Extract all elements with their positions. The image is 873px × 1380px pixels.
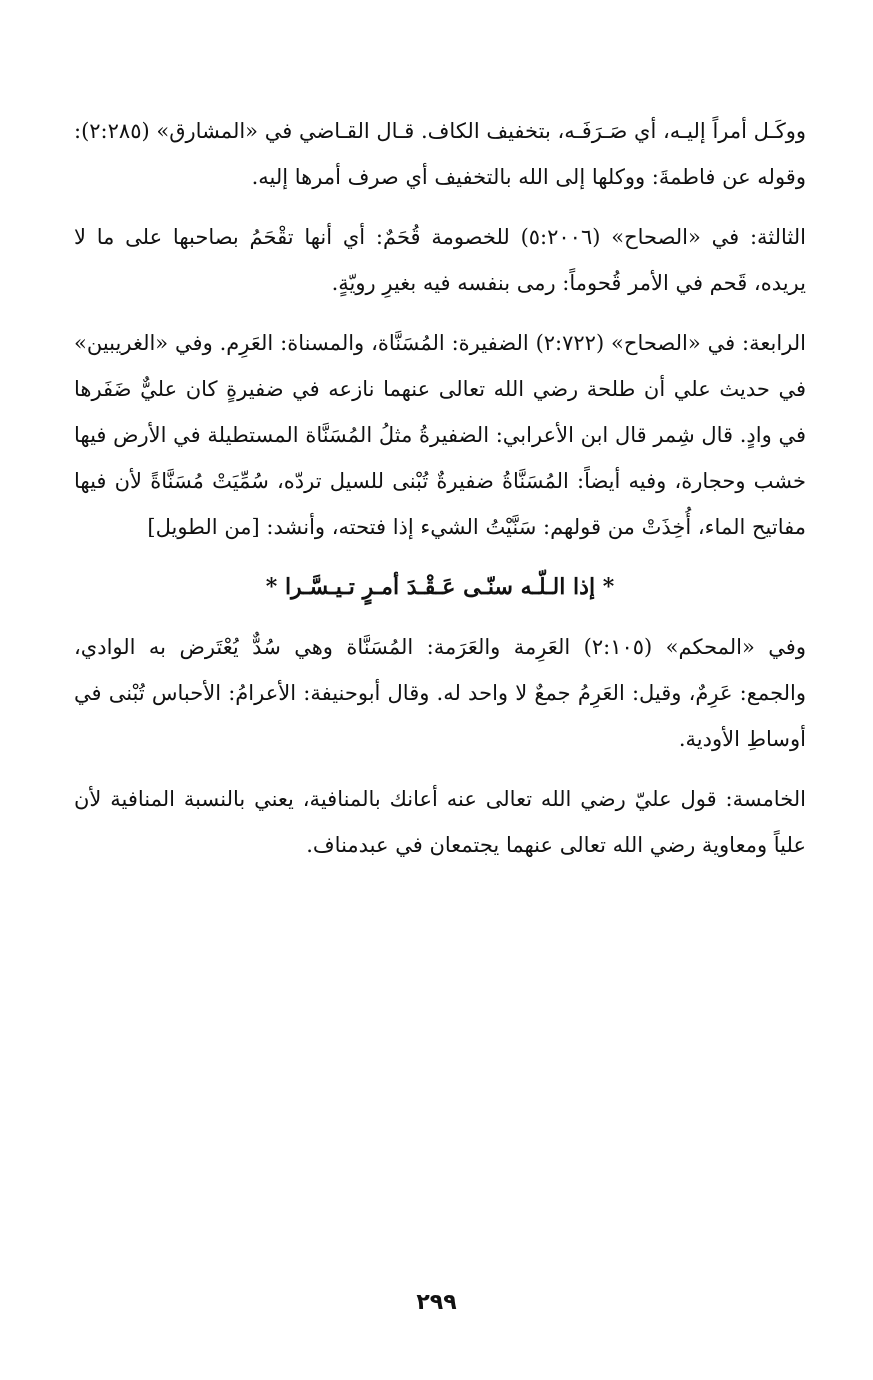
paragraph-wakala: ووكَـل أمراً إليـه، أي صَـرَفَـه، بتخفيف الكاف. قـال القـاضي في «المشارق» (٢:٢٨٥): وقوله عن فاطمةَ: ووكلها إلى الله بالتخفيف أي صرف أمرها إليه. — [74, 119, 806, 189]
main-text — [74, 108, 806, 882]
paragraph-muhkam: وفي «المحكم» (٢:١٠٥) العَرِمة والعَرَمة: المُسَنَّاة وهي سُدٌّ يُعْتَرض به الوادي، والجمع: عَرِمٌ، وقيل: العَرِمُ جمعٌ لا واحد له. وقال أبوحنيفة: الأعرامُ: الأحباس تُبْنى في أوساطِ الأودية. — [74, 635, 806, 751]
poetry-verse: * إذا الـلّـه سنّـى عَـقْـدَ أمـرٍ تـيـسَّـرا * — [265, 574, 615, 600]
paragraph-fourth: الرابعة: في «الصحاح» (٢:٧٢٢) الضفيرة: المُسَنَّاة، والمسناة: العَرِم. وفي «الغريبين» في حديث علي أن طلحة رضي الله تعالى عنهما نازعه في ضفيرةٍ كان عليٌّ ضَفَرها في وادٍ. قال شِمر قال ابن الأعرابي: الضفيرةُ مثلُ المُسَنَّاة المستطيلة في الأرض فيها خشب وحجارة، وفيه أيضاً: المُسَنَّاةُ ضفيرةٌ تُبْنى للسيل تردّه، سُمِّيَتْ مُسَنَّاةً لأن فيها مفاتيح الماء، أُخِذَتْ من قولهم: سَنَّيْتُ الشيء إذا فتحته، وأنشد: [من الطويل] — [74, 331, 806, 539]
paragraph-third: الثالثة: في «الصحاح» (٥:٢٠٠٦) للخصومة قُحَمٌ: أي أنها تقْحَمُ بصاحبها على ما لا يريده، قَحم في الأمر قُحوماً: رمى بنفسه فيه بغيرِ رويّةٍ. — [74, 225, 806, 295]
paragraph-fifth: الخامسة: قول عليّ رضي الله تعالى عنه أعانك بالمنافية، يعني بالنسبة المنافية لأن علياً ومعاوية رضي الله تعالى عنهما يجتمعان في عبدمناف. — [74, 787, 806, 857]
page-number: ٢٩٩ — [416, 1290, 457, 1315]
